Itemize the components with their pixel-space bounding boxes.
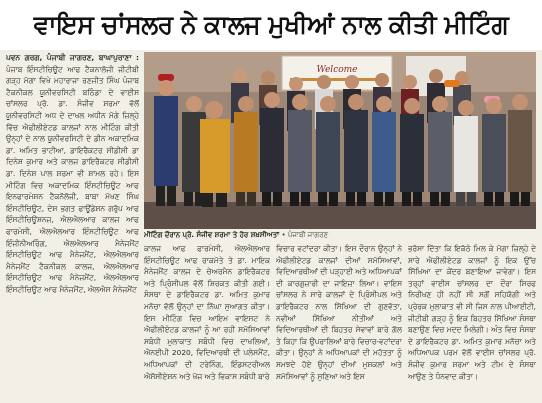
article-column-2 — [144, 243, 270, 400]
article-column-3 — [276, 243, 402, 400]
article-column-1 — [6, 52, 139, 400]
banner-text: Welcome — [316, 65, 358, 75]
col2-body: ਕਾਲਜ ਆਫ ਫਾਰਮੇਸੀ, ਐਲਐਲਆਰ ਇੰਸਟੀਚਿਊਟ ਆਫ ਰਾਕਮੋਤੇ ਤੇ ਡਾ. ਮਾਇਕ ਮੈਨੇਜਮੈਂਟ ਕਾਲਜ ਦੇ ਚੇਅਰਮੈਨ ਡਾਇਰੈਕਟਰ ਅਤੇ ਪ੍ਰਿੰਸੀਪਲ ਵੱਲੋਂ ਸ਼ਿਰਕਤ ਕੀਤੀ ਗਈ। ਸੰਸਥਾ ਦੇ ਡਾਇਰੈਕਟਰ ਡਾ. ਅਮਿਤ ਕੁਮਾਰ ਮਨੋਚਾ ਵੱਲੋਂ ਉਨ੍ਹਾਂ ਦਾ ਨਿੱਘਾ ਸੁਆਗਤ ਕੀਤਾ। ਇਸ ਮੀਟਿੰਗ ਵਿਚ ਆਇਮ ਵਾਇਸਟ ਨੇ ਐਫੀਲੀਏਟਡ ਕਾਲਜਾਂ ਨੂੰ ਆ ਰਹੀ ਸਮੱਸਿਆਵਾਂ ਸਬੰਧੀ ਮੁਲਾਕਾਤ ਸਬੰਧੀ ਵਿਚ ਦਾਖਲਿਆਂ, ਐਨਈਪੀ 2020, ਵਿਦਿਆਰਥੀ ਦੀ ਪਲੇਸਮੈਂਟ, ਅਧਿਆਪਕਾਂ ਦੀ ਟਰੇਨਿੰਗ, ਇੰਡਸਟਰੀਅਲ ਐਸੋਸੀਏਸ਼ਨ ਅਤੇ ਖੋਜ ਅਤੇ ਵਿਕਾਸ ਸਬੰਧੀ ਬਾਰੇ — [144, 244, 270, 381]
byline: ਪਵਨ ਗਰਗ, ਪੰਜਾਬੀ ਜਾਗਰਣ, ਬਾਘਾਪੁਰਾਣਾ : — [6, 53, 139, 62]
col1-body: ਪੰਜਾਬ ਇੰਸਟੀਚਿਊਟ ਆਫ ਟੈਕਨਾਲੋਜੀ ਜੀਟੀਬੀ ਗੜ੍ਹ ਮੋਗਾ ਵਿਖੇ ਮਹਾਰਾਜਾ ਰਣਜੀਤ ਸਿੰਘ ਪੰਜਾਬ ਟੈਕਨੀਕਲ ਯੂਨੀਵਰਸਿਟੀ ਬਠਿੰਡਾ ਦੇ ਵਾਈਸ ਚਾਂਸਲਰ ਪ੍ਰੋ. ਡਾ. ਸੰਜੀਵ ਸ਼ਰਮਾ ਵੱਲੋਂ ਯੂਨੀਵਰਸਿਟੀ ਅਧ ਦੇ ਦਾਖਲ ਅਧੀਨ ਮੋਗੇ ਜ਼ਿਲ੍ਹੇ ਵਿੱਚ ਐਫੀਲੀਏਟਡ ਕਾਲਜਾਂ ਨਾਲ ਮੀਟਿੰਗ ਕੀਤੀ ਉਨ੍ਹਾਂ ਦੇ ਨਾਲ ਯੂਨੀਵਰਸਿਟੀ ਦੇ ਡੀਨ ਅਕਾਦਮਿਕ ਡਾ. ਅਮਿਤ ਭਾਟੀਆ, ਡਾਇਰੈਕਟਰ ਸੀਡੀਸੀ ਡਾ ਦਿਨੇਸ਼ ਕੁਮਾਰ ਅਤੇ ਕਾਲਜ ਡਾਇਰੈਕਟਰ ਸੀਡੀਸੀ ਡਾ. ਦਿਨੇਸ਼ ਪਾਲ ਸ਼ਰਮਾ ਵੀ ਸ਼ਾਮਲ ਰਹੇ। ਇਸ ਮੀਟਿੰਗ ਵਿਚ ਅਕਾਦਮਿਕ ਇੰਸਟੀਚਿਊਟ ਆਫ ਇਨਫਾਰਮੇਸ਼ਨ ਟੈਕਨੋਲੋਜੀ, ਬਾਬਾ ਮੱਖਣ ਸਿੰਘ ਇੰਸਟੀਚਿਊਟ, ਦੇਸ਼ ਭਗਤ ਫਾਊਂਡੇਸ਼ਨ ਗਰੁੱਪ ਆਫ ਇੰਸਟੀਚਿਊਸ਼ਨਜ਼, ਐਲਐਲਆਰ ਕਾਲਜ ਆਫ ਫਾਰਮੇਸੀ, ਐਲਐਲਆਰ ਇੰਸਟੀਚਿਊਟ ਆਫ ਇੰਜੀਨੀਅਰਿੰਗ, ਐਲਐਲਆਰ ਮੈਨੇਜਮੈਂਟ ਇੰਸਟੀਚਿਊਟ ਆਫ ਮੈਨੇਜਮੈਂਟ, ਐਲਐਲਆਰ ਮੈਨੇਜਮੈਂਟ ਟੈਕਨੀਕਲ ਕਾਲਜ, ਐਲਐਲਆਰ ਇੰਸਟੀਚਿਊਟ ਆਫ ਮੈਨੇਜਮੈਂਟ, ਐਲਐਲਆਰ ਇੰਸਟੀਚਿਊਟ ਆਫ ਮੈਨੇਜਮੈਂਟ, ਐਲਐਸ ਮੈਨੇਜਮੈਂਟ — [6, 64, 139, 294]
article-column-4 — [408, 243, 536, 400]
col4-body: ਭਰੋਸਾ ਦਿੱਤਾ ਕਿ ਇਕੱਠੇ ਮਿਲ ਕੇ ਮੋਗਾ ਜ਼ਿਲ੍ਹੇ ਦੇ ਸਾਰੇ ਐਫੀਲੀਏਟਡ ਕਾਲਜਾਂ ਨੂੰ ਇਕ ਉੱਚ ਸਿੱਖਿਆ ਦਾ ਕੇਂਦਰ ਬਣਾਇਆ ਜਾਵੇਗਾ। ਇਸ ਤਰ੍ਹਾਂ ਵਾਈਸ ਚਾਂਸਲਰ ਦਾ ਦੌਰਾ ਸਿਰਫ ਨਿਰੀਖਣ ਹੀ ਨਹੀਂ ਸੀ ਸਗੋਂ ਸਹਿਯੋਗੀ ਅਤੇ ਪ੍ਰੇਰਕ ਮੁਲਾਕਾਤ ਵੀ ਸੀ ਜਿਸ ਨਾਲ ਪੀਆਈਟੀ, ਜੀਟੀਬੀ ਗੜ੍ਹ ਨੂੰ ਇਕ ਬਿਹਤਰ ਸਿੱਖਿਆ ਸੰਸਥਾ ਬਣਾਉਣ ਵਿਚ ਮਦਦ ਮਿਲੇਗੀ। ਅੰਤ ਵਿਚ ਸੰਸਥਾ ਦੇ ਡਾਇਰੈਕਟਰ ਡਾ. ਅਮਿਤ ਕੁਮਾਰ ਮਨੋਚਾ ਅਤੇ ਅਧਿਆਪਕ ਪਰਮ ਵੱਲੋਂ ਵਾਈਸ ਚਾਂਸਲਰ ਪ੍ਰੋ. ਸੰਜੀਵ ਕੁਮਾਰ ਸ਼ਰਮਾ ਅਤੇ ਟੀਮ ਦੇ ਸੰਸਥਾ ਆਉਣ ਤੇ ਧੰਨਵਾਦ ਕੀਤਾ। — [408, 244, 536, 381]
news-photo — [144, 52, 536, 229]
headline: ਵਾਇਸ ਚਾਂਸਲਰ ਨੇ ਕਾਲਜ ਮੁਖੀਆਂ ਨਾਲ ਕੀਤੀ ਮੀਟਿੰਗ — [33, 10, 509, 39]
headline-bar — [0, 0, 542, 50]
col3-body: ਵਿਚਾਰ ਵਟਾਂਦਰਾ ਕੀਤਾ। ਇਸ ਦੌਰਾਨ ਉਨ੍ਹਾਂ ਨੇ ਐਫੀਲੀਏਟਡ ਕਾਲਜਾਂ ਦੀਆਂ ਸਮੱਸਿਆਵਾਂ, ਵਿਦਿਆਰਥੀਆਂ ਦੀ ਪੜ੍ਹਾਈ ਅਤੇ ਅਧਿਆਪਕਾਂ ਦੀ ਕਾਰਗੁਜ਼ਾਰੀ ਦਾ ਜਾਇਜ਼ਾ ਲਿਆ। ਵਾਇਸ ਚਾਂਸਲਰ ਨੇ ਸਾਰੇ ਕਾਲਜਾਂ ਦੇ ਪ੍ਰਿੰਸੀਪਲ ਅਤੇ ਡਾਇਰੈਕਟਰ ਨਾਲ ਸਿੱਖਿਆ ਦੀ ਗੁਣਵੱਤਾ, ਨਵੀਆਂ ਸਿੱਖਿਆ ਨੀਤੀਆਂ ਅਤੇ ਵਿਦਿਆਰਥੀਆਂ ਦੀ ਬਿਹਤਰ ਸੇਵਾਵਾਂ ਬਾਰੇ ਗੱਲ ਤੇ ਕਿਹਾ ਕਿ ਉਪਰਾਲਿਆਂ ਬਾਰੇ ਵਿਚਾਰ-ਵਟਾਂਦਰਾ ਕੀਤਾ। ਉਨ੍ਹਾਂ ਨੇ ਅਧਿਆਪਕਾਂ ਦੀ ਮਹੱਤਤਾ ਨੂੰ ਸਮਝਦੇ ਹੋਏ ਉਨ੍ਹਾਂ ਦੀਆਂ ਮੁਸ਼ਕਲਾਂ ਅਤੇ ਸਮੱਸਿਆਵਾਂ ਨੂੰ ਸੁਣਿਆ ਅਤੇ ਇਸ — [276, 244, 402, 381]
caption-text: ਮੀਟਿੰਗ ਦੌਰਾਨ ਪ੍ਰੋ. ਸੰਜੀਵ ਸ਼ਰਮਾ ਤੇ ਹੋਰ ਸ਼ਖ਼ਸੀਅਤਾਂ — [144, 231, 280, 239]
caption-credit: • ਪੰਜਾਬੀ ਜਾਗਰਣ — [281, 231, 328, 239]
photo-caption — [144, 230, 536, 241]
